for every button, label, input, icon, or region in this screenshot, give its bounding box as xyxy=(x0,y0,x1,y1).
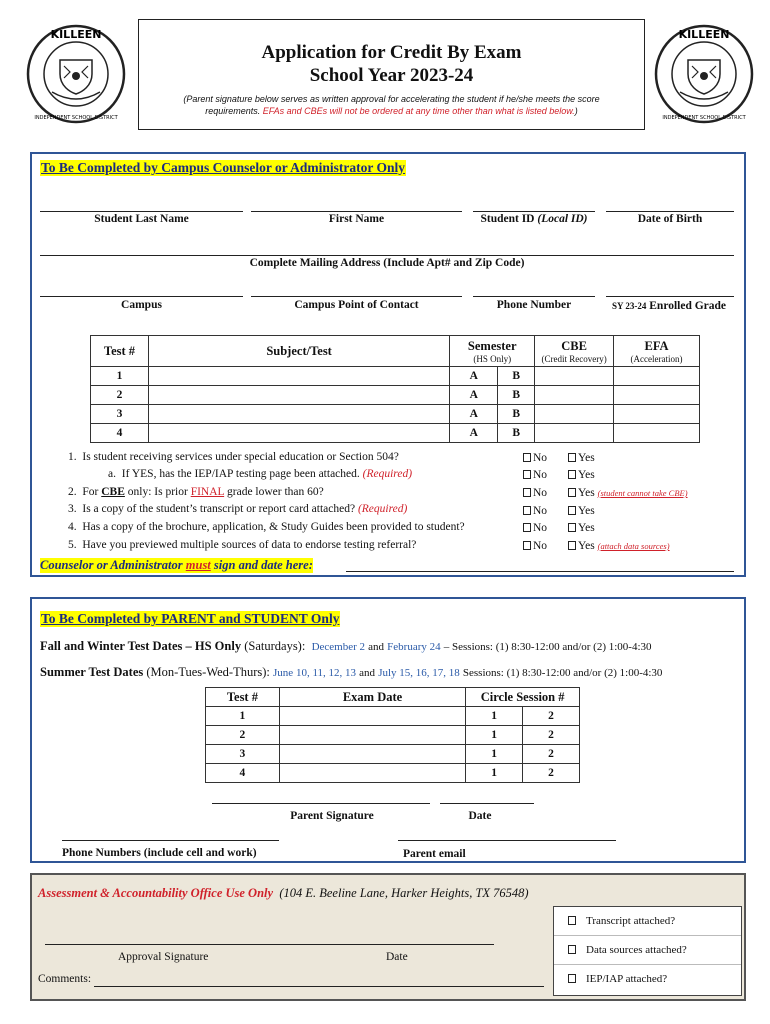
test-number: 4 xyxy=(91,424,149,443)
q1a-no-checkbox[interactable]: No xyxy=(523,469,547,481)
semester-b[interactable]: B xyxy=(498,405,535,424)
parent-signature-line[interactable] xyxy=(212,803,430,804)
header-box xyxy=(138,19,645,130)
subject-header: Subject/Test xyxy=(148,336,449,367)
summer-test-dates: Summer Test Dates (Mon-Tues-Wed-Thurs): June 10, 11, 12, 13 and July 15, 16, 17, 18 Sessions: (1) 8:30-12:00 and/or (2) 1:00-4:30 xyxy=(40,665,663,679)
table-row xyxy=(91,386,700,405)
q3-no-checkbox[interactable]: No xyxy=(523,505,547,517)
test-number-header: Test # xyxy=(206,688,280,707)
subject-cell[interactable] xyxy=(148,424,449,443)
seal-bottom-text: INDEPENDENT SCHOOL DISTRICT xyxy=(34,115,118,121)
seal-top-text: KILLEEN xyxy=(678,28,730,41)
session-1[interactable]: 1 xyxy=(466,745,523,764)
phone-line[interactable] xyxy=(473,296,595,297)
parent-exam-table xyxy=(205,687,580,783)
header-note: (Parent signature below serves as written approval for accelerating the student if he/she meets the score requirements. EFAs and CBEs will not be ordered at any time other than what is listed below.) xyxy=(183,94,600,116)
grade-label: SY 23-24 Enrolled Grade xyxy=(611,300,727,312)
q1-no-checkbox[interactable]: No xyxy=(523,452,547,464)
address-line[interactable] xyxy=(40,255,734,256)
q3-yes-checkbox[interactable]: Yes xyxy=(568,505,595,517)
data-sources-checkbox[interactable]: Data sources attached? xyxy=(554,936,741,965)
header-note-red: EFAs and CBEs will not be ordered at any time other than what is listed below. xyxy=(262,106,575,116)
test-number: 3 xyxy=(91,405,149,424)
semester-b[interactable]: B xyxy=(498,424,535,443)
test-number: 2 xyxy=(91,386,149,405)
semester-b[interactable]: B xyxy=(498,386,535,405)
dob-line[interactable] xyxy=(606,211,734,212)
efa-cell[interactable] xyxy=(614,424,700,443)
fall-test-dates: Fall and Winter Test Dates – HS Only (Saturdays): December 2 and February 24 – Sessions: (1) 8:30-12:00 and/or (2) 1:00-4:30 xyxy=(40,639,652,653)
test-number: 1 xyxy=(91,367,149,386)
subject-cell[interactable] xyxy=(148,386,449,405)
parent-email-label: Parent email xyxy=(403,848,466,860)
semester-a[interactable]: A xyxy=(450,367,498,386)
address-label: Complete Mailing Address (Include Apt# and Zip Code) xyxy=(249,257,525,269)
efa-header: EFA (Acceleration) xyxy=(614,336,700,367)
counselor-test-table xyxy=(90,335,700,443)
question-2: 2. For CBE only: Is prior FINAL grade lower than 60? xyxy=(68,486,324,498)
table-row xyxy=(206,707,580,726)
counselor-section-title: To Be Completed by Campus Counselor or Administrator Only xyxy=(41,160,406,175)
exam-date-cell[interactable] xyxy=(279,745,465,764)
q4-yes-checkbox[interactable]: Yes xyxy=(568,522,595,534)
grade-line[interactable] xyxy=(606,296,734,297)
exam-date-cell[interactable] xyxy=(279,764,465,783)
semester-a[interactable]: A xyxy=(450,424,498,443)
counselor-sign-label: Counselor or Administrator must sign and date here: xyxy=(40,558,313,572)
contact-line[interactable] xyxy=(251,296,462,297)
last-name-label: Student Last Name xyxy=(94,213,189,225)
session-1[interactable]: 1 xyxy=(466,764,523,783)
cbe-cell[interactable] xyxy=(535,386,614,405)
parent-section-title: To Be Completed by PARENT and STUDENT Only xyxy=(41,611,340,626)
student-id-line[interactable] xyxy=(473,211,595,212)
seal-bottom-text: INDEPENDENT SCHOOL DISTRICT xyxy=(662,115,746,121)
test-number: 4 xyxy=(206,764,280,783)
approval-signature-label: Approval Signature xyxy=(118,951,209,963)
exam-date-cell[interactable] xyxy=(279,726,465,745)
question-3: 3. Is a copy of the student’s transcript or report card attached? (Required) xyxy=(68,503,408,515)
question-1: 1. Is student receiving services under special education or Section 504? xyxy=(68,451,399,463)
semester-header: Semester (HS Only) xyxy=(450,336,535,367)
school-year: School Year 2023-24 xyxy=(309,65,474,86)
dob-label: Date of Birth xyxy=(637,213,703,225)
table-row xyxy=(206,745,580,764)
semester-a[interactable]: A xyxy=(450,405,498,424)
counselor-signature-line[interactable] xyxy=(346,571,734,572)
iep-iap-checkbox[interactable]: IEP/IAP attached? xyxy=(554,965,741,994)
question-4: 4. Has a copy of the brochure, application, & Study Guides been provided to student? xyxy=(68,521,465,533)
campus-label: Campus xyxy=(121,299,162,311)
campus-line[interactable] xyxy=(40,296,243,297)
question-5: 5. Have you previewed multiple sources of data to endorse testing referral? xyxy=(68,539,417,551)
test-number-header: Test # xyxy=(91,336,149,367)
student-id-label: Student ID (Local ID) xyxy=(480,213,588,225)
efa-cell[interactable] xyxy=(614,367,700,386)
transcript-checkbox[interactable]: Transcript attached? xyxy=(554,907,741,936)
phone-numbers-line[interactable] xyxy=(62,840,279,841)
q5-yes-checkbox[interactable]: Yes (attach data sources) xyxy=(568,540,670,552)
exam-date-header: Exam Date xyxy=(279,688,465,707)
session-1[interactable]: 1 xyxy=(466,707,523,726)
semester-a[interactable]: A xyxy=(450,386,498,405)
session-2[interactable]: 2 xyxy=(523,726,580,745)
table-row xyxy=(91,424,700,443)
session-2[interactable]: 2 xyxy=(523,707,580,726)
q1-yes-checkbox[interactable]: Yes xyxy=(568,452,595,464)
contact-label: Campus Point of Contact xyxy=(294,299,419,311)
first-name-line[interactable] xyxy=(251,211,462,212)
table-row xyxy=(206,764,580,783)
q2-yes-checkbox[interactable]: Yes (student cannot take CBE) xyxy=(568,487,688,499)
efa-cell[interactable] xyxy=(614,386,700,405)
subject-cell[interactable] xyxy=(148,405,449,424)
question-1a: a. If YES, has the IEP/IAP testing page been attached. (Required) xyxy=(108,468,413,480)
cbe-cell[interactable] xyxy=(535,367,614,386)
parent-signature-label: Parent Signature xyxy=(290,810,374,822)
last-name-line[interactable] xyxy=(40,211,243,212)
seal-top-text: KILLEEN xyxy=(50,28,102,41)
parent-date-line[interactable] xyxy=(440,803,534,804)
phone-numbers-label: Phone Numbers (include cell and work) xyxy=(62,847,257,859)
cbe-cell[interactable] xyxy=(535,424,614,443)
q2-no-checkbox[interactable]: No xyxy=(523,487,547,499)
cbe-cell[interactable] xyxy=(535,405,614,424)
session-1[interactable]: 1 xyxy=(466,726,523,745)
district-seal-right xyxy=(650,22,758,126)
cbe-header: CBE (Credit Recovery) xyxy=(535,336,614,367)
comments-line[interactable] xyxy=(94,986,544,987)
q5-no-checkbox[interactable]: No xyxy=(523,540,547,552)
approval-signature-line[interactable] xyxy=(45,944,494,945)
table-row xyxy=(206,726,580,745)
office-section-title: Assessment & Accountability Office Use Only (104 E. Beeline Lane, Harker Heights, TX 76548) xyxy=(38,886,529,900)
office-checklist xyxy=(553,906,742,996)
parent-email-line[interactable] xyxy=(398,840,616,841)
form-title: Application for Credit By Exam xyxy=(261,42,522,63)
semester-b[interactable]: B xyxy=(498,367,535,386)
session-2[interactable]: 2 xyxy=(523,745,580,764)
comments-label: Comments: xyxy=(38,973,92,985)
first-name-label: First Name xyxy=(328,213,385,225)
district-seal-left xyxy=(22,22,130,126)
table-row xyxy=(91,367,700,386)
subject-cell[interactable] xyxy=(148,367,449,386)
test-number: 2 xyxy=(206,726,280,745)
q1a-yes-checkbox[interactable]: Yes xyxy=(568,469,595,481)
approval-date-label: Date xyxy=(386,951,408,963)
phone-label: Phone Number xyxy=(496,299,572,311)
q4-no-checkbox[interactable]: No xyxy=(523,522,547,534)
table-row xyxy=(91,405,700,424)
parent-date-label: Date xyxy=(468,810,492,822)
session-2[interactable]: 2 xyxy=(523,764,580,783)
test-number: 3 xyxy=(206,745,280,764)
test-number: 1 xyxy=(206,707,280,726)
circle-session-header: Circle Session # xyxy=(466,688,580,707)
efa-cell[interactable] xyxy=(614,405,700,424)
exam-date-cell[interactable] xyxy=(279,707,465,726)
